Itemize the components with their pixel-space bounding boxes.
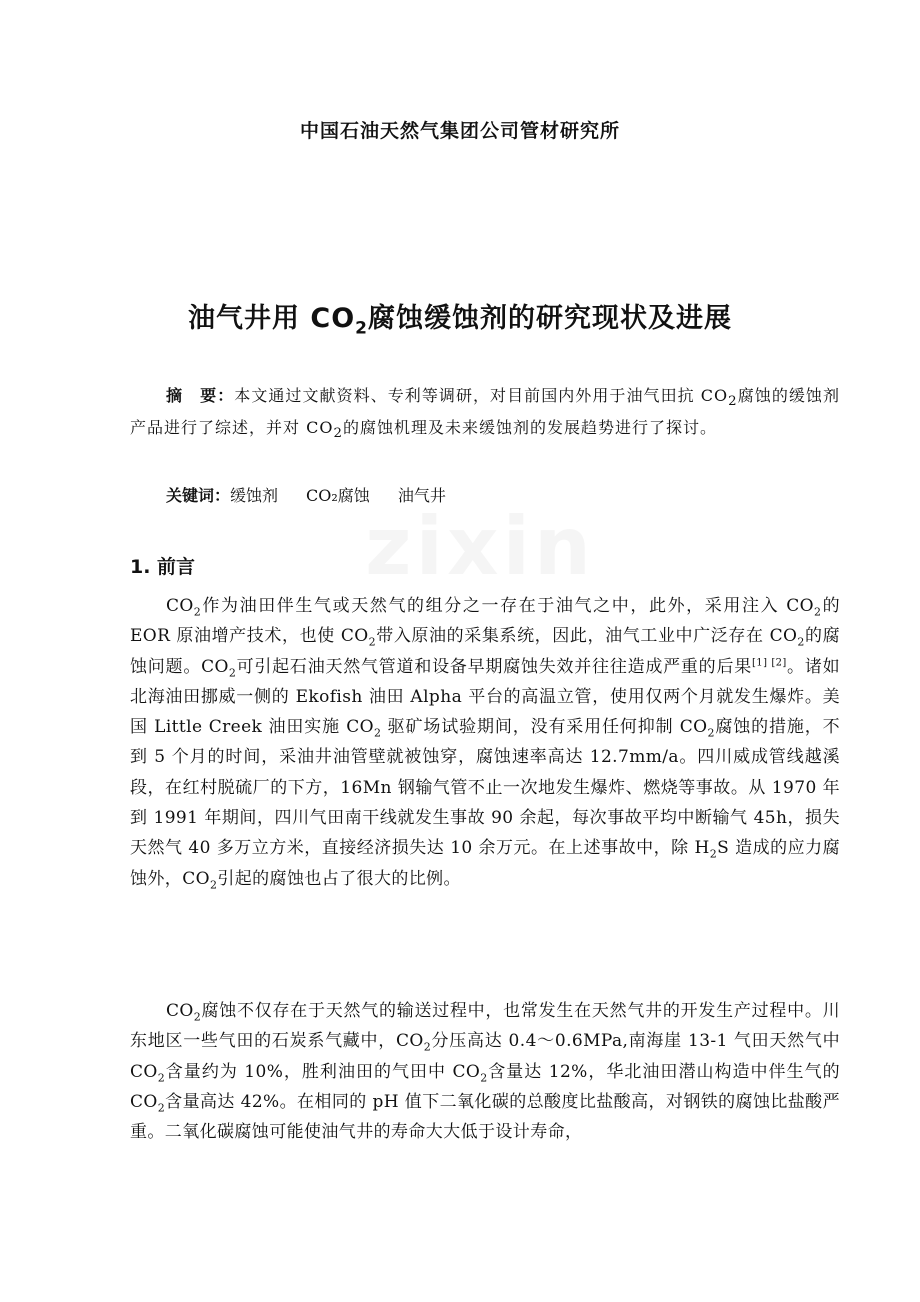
text-run: 含量约为 10%，胜利油田的气田中 CO bbox=[165, 1061, 481, 1082]
document-title bbox=[100, 296, 820, 339]
subscript: 2 bbox=[480, 1070, 488, 1084]
abstract-subscript: 2 bbox=[728, 394, 738, 410]
keyword: CO₂腐蚀 bbox=[306, 486, 370, 505]
text-run: CO bbox=[166, 596, 194, 616]
text-run: 驱矿场试验期间，没有采用任何抑制 CO bbox=[381, 717, 708, 738]
citation-reference: [1] [2] bbox=[752, 656, 787, 668]
text-run: 可引起石油天然气管道和设备早期腐蚀失效并往往造成严重的后果 bbox=[236, 656, 752, 677]
subscript: 2 bbox=[813, 605, 822, 619]
body-paragraph bbox=[130, 591, 840, 894]
subscript: 2 bbox=[797, 635, 805, 649]
text-run: 腐蚀的措施，不到 5 个月的时间，采油井油管壁就被蚀穿，腐蚀速率高达 12.7mm/a。四川威成管线越溪段，在红村脱硫厂的下方，16Mn 钢输气管不止一次地发生爆炸、燃烧等事故。从 1970 年到 1991 年期间，四川气田南干线就发生事故 90 余起，每次事故平均中断输气 45h，损失天然气 40 多万立方米，直接经济损失达 10 余万元。在上述事故中，除 H bbox=[130, 717, 840, 859]
subscript: 2 bbox=[423, 1040, 432, 1054]
subscript: 2 bbox=[228, 665, 237, 679]
abstract-subscript: 2 bbox=[333, 426, 343, 442]
keyword: 油气井 bbox=[397, 486, 446, 505]
text-run: 含量高达 42%。在相同的 pH 值下二氧化碳的总酸度比盐酸高，对钢铁的腐蚀比盐酸严重。二氧化碳腐蚀可能使油气井的寿命大大低于设计寿命， bbox=[130, 1091, 840, 1143]
keyword: 缓蚀剂 bbox=[230, 486, 279, 505]
text-run: 引起的腐蚀也占了很大的比例。 bbox=[217, 868, 461, 889]
subscript: 2 bbox=[157, 1070, 166, 1084]
section-heading: 1. 前言 bbox=[130, 556, 196, 578]
text-run: 的腐蚀问题。CO bbox=[130, 626, 840, 677]
text-run: 。诸如北海油田挪威一侧的 Ekofish 油田 Alpha 平台的高温立管，使用仅两个月就发生爆炸。美国 Little Creek 油田实施 CO bbox=[130, 656, 841, 738]
subscript: 2 bbox=[707, 726, 715, 740]
text-run: CO bbox=[166, 1001, 194, 1021]
abstract-text-1: 本文通过文献资料、专利等调研，对目前国内外用于油气田抗 CO bbox=[234, 386, 729, 405]
body-paragraph bbox=[130, 996, 840, 1147]
text-run: 带入原油的采集系统，因此，油气工业中广泛存在 CO bbox=[376, 626, 798, 647]
abstract bbox=[130, 380, 840, 444]
title-subscript: 2 bbox=[355, 318, 368, 339]
keywords-line bbox=[166, 480, 446, 512]
subscript: 2 bbox=[709, 847, 718, 861]
title-part-1: 油气井用 CO bbox=[187, 303, 356, 334]
text-run: 腐蚀不仅存在于天然气的输送过程中，也常发生在天然气井的开发生产过程中。川东地区一些气田的石炭系气藏中，CO bbox=[130, 1001, 840, 1052]
text-run: S 造成的应力腐蚀外，CO bbox=[130, 838, 840, 889]
subscript: 2 bbox=[209, 878, 218, 892]
text-run: 作为油田伴生气或天然气的组分之一存在于油气之中，此外，采用注入 CO bbox=[201, 596, 814, 616]
subscript: 2 bbox=[373, 726, 382, 740]
text-run: 分压高达 0.4～0.6MPa,南海崖 13-1 气田天然气中 CO bbox=[130, 1031, 840, 1082]
title-part-2: 腐蚀缓蚀剂的研究现状及进展 bbox=[368, 303, 732, 334]
abstract-text-2: 腐蚀的缓蚀剂产品进行了综述，并对 CO bbox=[130, 386, 840, 437]
subscript: 2 bbox=[193, 1010, 202, 1024]
affiliation-heading: 中国石油天然气集团公司管材研究所 bbox=[299, 120, 620, 142]
abstract-text-3: 的腐蚀机理及未来缓蚀剂的发展趋势进行了探讨。 bbox=[342, 418, 717, 437]
abstract-label: 摘 要： bbox=[166, 386, 235, 405]
text-run: 含量达 12%，华北油田潜山构造中伴生气的 CO bbox=[130, 1061, 840, 1112]
subscript: 2 bbox=[193, 605, 202, 619]
subscript: 2 bbox=[368, 635, 376, 649]
subscript: 2 bbox=[157, 1101, 166, 1115]
text-run: 的 EOR 原油增产技术，也使 CO bbox=[130, 596, 840, 647]
watermark bbox=[330, 500, 630, 593]
keywords-label: 关键词： bbox=[166, 486, 231, 505]
